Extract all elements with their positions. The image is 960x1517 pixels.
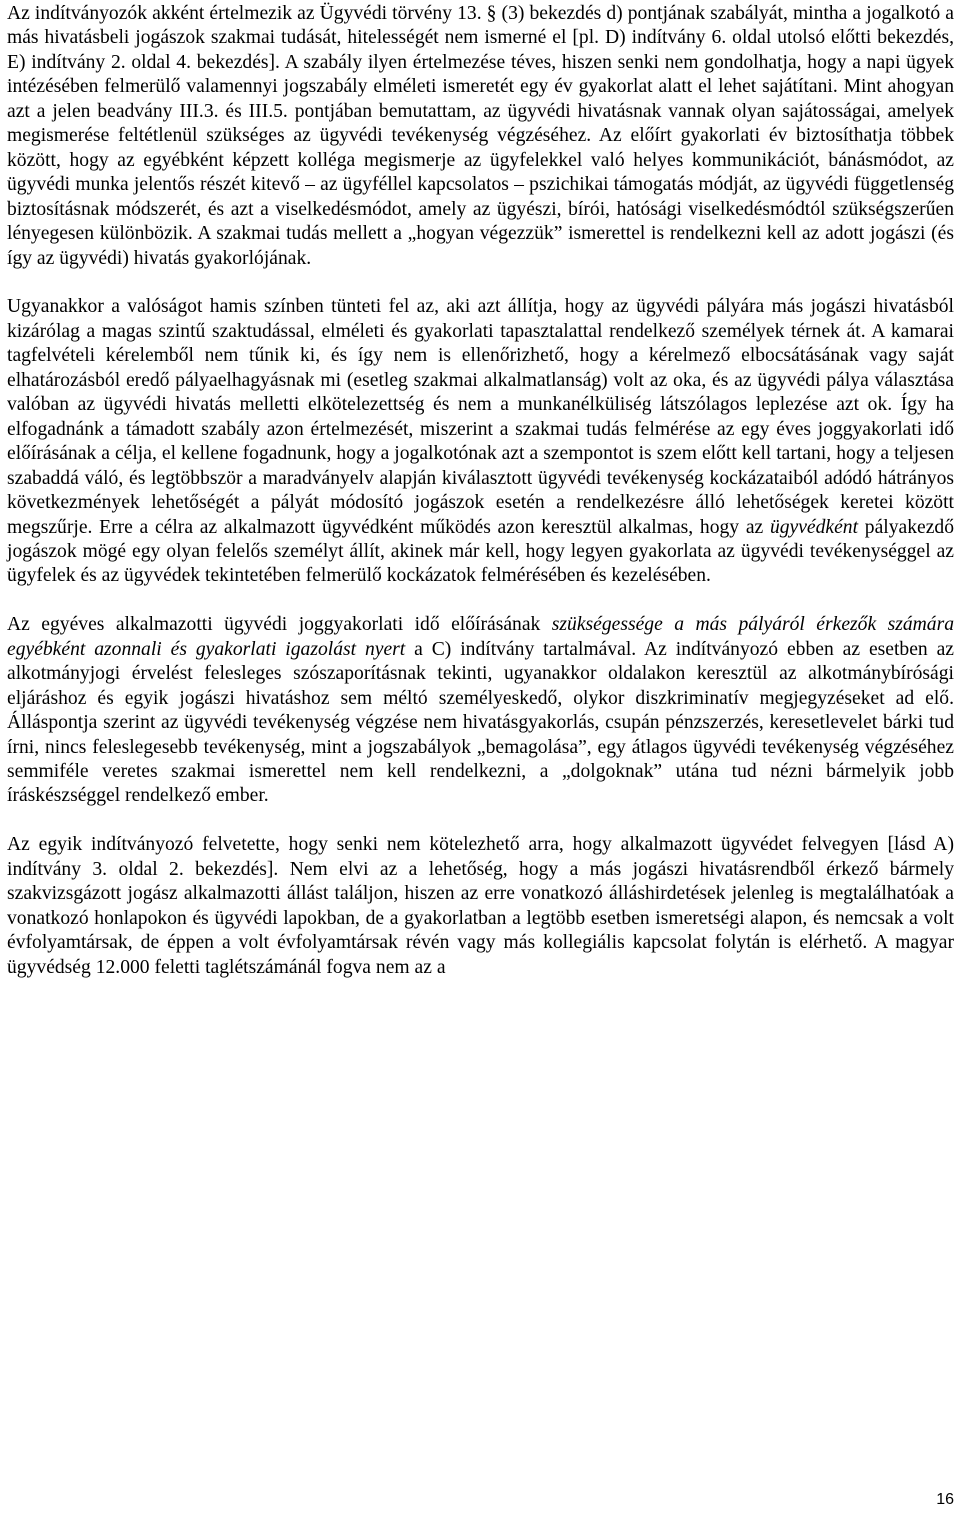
page-number: 16 (936, 1491, 954, 1508)
document-page (7, 2, 954, 980)
paragraph-2-italic-term: ügyvédként (769, 516, 859, 538)
paragraph-3-text-a: Az egyéves alkalmazotti ügyvédi joggyakorlati idő előírásának (7, 614, 552, 636)
paragraph-4-text: Az egyik indítványozó felvetette, hogy senki nem kötelezhető arra, hogy alkalmazott ügyvédet felvegyen [lásd A) indítvány 3. oldal 2. bekezdés]. Nem elvi az a lehetőség, hogy a más jogászi hivatásrendből érkező bármely szakvizsgázott jogász alkalmazotti állást találjon, hiszen az erre vonatkozó álláshirdetések jelenleg is megtalálhatóak a vonatkozó honlapokon és ügyvédi lapokban, de a gyakorlatban a legtöbb esetben ismeretségi alapon, és nemcsak a volt évfolyamtársak, de éppen a volt évfolyamtársak révén vagy más kollegiális kapcsolat folytán is elérhető. A magyar ügyvédség 12.000 feletti taglétszámánál fogva nem az a (7, 834, 954, 978)
paragraph-2-text-a: Ugyanakkor a valóságot hamis színben tünteti fel az, aki azt állítja, hogy az ügyvédi pályára más jogászi hivatásból kizárólag a magas szintű szaktudással, elméleti és gyakorlati tapasztalattal rendelkező személyek térnek át. A kamarai tagfelvételi kérelemből nem tűnik ki, és így nem is ellenőrizhető, hogy a kérelmező elbocsátásának vagy saját elhatározásból eredő pályaelhagyásnak mi (esetleg szakmai alkalmatlanság) volt az oka, és az ügyvédi pálya választása valóban az ügyvédi hivatás melletti elkötelezettség és nem a munkanélküliség látszólagos leplezése azt ok. Így ha elfogadnánk a támadott szabály azon értelmezését, miszerint a szakmai tudás felmérése az egy éves joggyakorlati idő előírásának a célja, el kellene fogadnunk, hogy a jogalkotónak azt a szempontot is szem előtt kell tartani, hogy a teljesen szabaddá váló, és legtöbbször a maradványelv alapján kiválasztott ügyvédi tevékenység kockázataiból adódó hátrányos következmények lehetőségét a pályát módosító jogászok esetén a rendelkezésre álló lehetőségek keretei között megszűrje. Erre a célra az alkalmazott ügyvédként működés azon keresztül alkalmas, hogy az (7, 296, 954, 538)
paragraph-1 (7, 2, 954, 271)
paragraph-1-text: Az indítványozók akként értelmezik az Ügyvédi törvény 13. § (3) bekezdés d) pontjának szabályát, mintha a jogalkotó a más hivatásbeli jogászok szakmai tudását, hitelességét nem ismerné el [pl. D) indítvány 6. oldal utolsó előtti bekezdés, E) indítvány 2. oldal 4. bekezdés]. A szabály ilyen értelmezése téves, hiszen senki nem gondolhatja, hogy a napi ügyek intézésében felmerülő valamennyi jogszabály elméleti ismeretét egy év gyakorlat alatt el lehet sajátítani. Mint ahogyan azt a jelen beadvány III.3. és III.5. pontjában bemutattam, az ügyvédi hivatásnak vannak olyan sajátosságai, amelyek megismerése feltétlenül szükséges az ügyvédi tevékenység végzéséhez. Az előírt gyakorlati év biztosíthatja többek között, hogy az egyébként képzett kolléga megismerje az ügyfelekkel való helyes kommunikációt, bánásmódot, az ügyvédi munka jelentős részét kitevő – az ügyféllel kapcsolatos – pszichikai támogatás módját, az ügyvédi függetlenség biztosításnak módszerét, és azt a viselkedésmódot, amely az ügyészi, bírói, hatósági viselkedésmódtól szükségszerűen lényegesen különbözik. A szakmai tudás mellett a „hogyan végezzük” ismerettel is rendelkezni kell az adott jogászi (és így az ügyvédi) hivatás gyakorlójának. (7, 3, 954, 269)
paragraph-4 (7, 833, 954, 980)
paragraph-3-italic-phrase: szükségessége a más pályáról érkezők számára egyébként azonnali és gyakorlati igazolást nyert (7, 614, 955, 660)
paragraph-2 (7, 295, 954, 588)
paragraph-2-text-b: pályakezdő jogászok mögé egy olyan felelős személyt állít, akinek már kell, hogy legyen gyakorlata az ügyvédi tevékenységgel az ügyfelek és az ügyvédek tekintetében felmerülő kockázatok felmérésében és kezelésében. (7, 516, 954, 587)
paragraph-3-text-b: a C) indítvány tartalmával. Az indítványozó ebben az esetben az alkotmányjogi érvelést felesleges szószaporításnak tekinti, ugyanakkor oldalakon keresztül az alkotmánybírósági eljáráshoz és egyik jogászi hivatáshoz sem méltó személyeskedő, olykor diszkriminatív megjegyzéseket ad elő. Álláspontja szerint az ügyvédi tevékenység végzése nem hivatásgyakorlás, csupán pénzszerzés, keresetlevelet bárki tud írni, nincs feleslegesebb tevékenység, mint a jogszabályok „bemagolása”, egy átlagos ügyvédi tevékenység végzéséhez semmiféle veretes szakmai ismerettel nem kell rendelkezni, a „dolgoknak” utána tud nézni bármelyik jobb íráskészséggel rendelkező ember. (7, 638, 954, 807)
paragraph-3 (7, 613, 954, 809)
